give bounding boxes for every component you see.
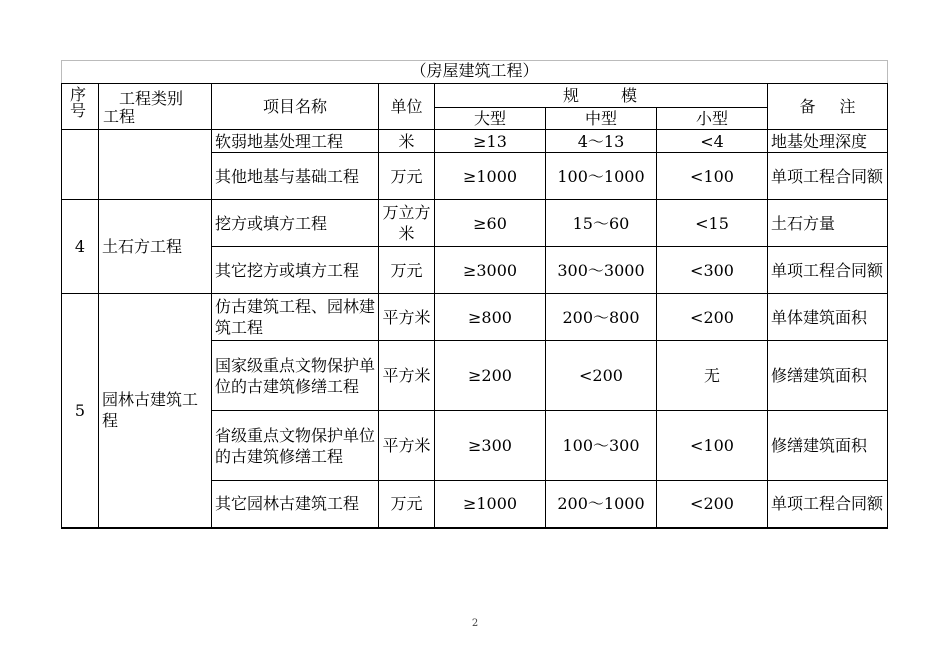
large-cell: ≥200 — [435, 341, 546, 411]
project-cell: 其它挖方或填方工程 — [212, 247, 379, 294]
medium-cell: 4～13 — [546, 130, 657, 153]
medium-cell: 100～300 — [546, 411, 657, 481]
small-cell: <100 — [657, 411, 768, 481]
seq-cell — [62, 130, 99, 200]
note-cell: 单项工程合同额 — [768, 153, 888, 200]
large-header: 大型 — [435, 108, 546, 130]
unit-header: 单位 — [379, 84, 435, 130]
project-cell: 挖方或填方工程 — [212, 200, 379, 247]
note-cell: 土石方量 — [768, 200, 888, 247]
medium-cell: 100～1000 — [546, 153, 657, 200]
project-cell: 省级重点文物保护单位的古建筑修缮工程 — [212, 411, 379, 481]
note-cell: 单项工程合同额 — [768, 481, 888, 528]
project-header: 项目名称 — [212, 84, 379, 130]
large-cell: ≥1000 — [435, 481, 546, 528]
page-number: 2 — [471, 618, 479, 629]
unit-cell: 万元 — [379, 481, 435, 528]
small-cell: <15 — [657, 200, 768, 247]
table-row — [62, 200, 888, 247]
page-title: （房屋建筑工程） — [61, 60, 888, 83]
small-cell: <100 — [657, 153, 768, 200]
small-cell: <4 — [657, 130, 768, 153]
note-cell: 修缮建筑面积 — [768, 411, 888, 481]
large-cell: ≥800 — [435, 294, 546, 341]
category-cell: 土石方工程 — [99, 200, 212, 294]
large-cell: ≥3000 — [435, 247, 546, 294]
category-cell: 园林古建筑工程 — [99, 294, 212, 528]
project-cell: 其它园林古建筑工程 — [212, 481, 379, 528]
project-cell: 软弱地基处理工程 — [212, 130, 379, 153]
header-row — [62, 84, 888, 108]
seq-cell: 4 — [62, 200, 99, 294]
small-cell: <200 — [657, 294, 768, 341]
unit-cell: 平方米 — [379, 411, 435, 481]
large-cell: ≥1000 — [435, 153, 546, 200]
unit-cell: 平方米 — [379, 294, 435, 341]
small-cell: <300 — [657, 247, 768, 294]
unit-cell: 米 — [379, 130, 435, 153]
medium-cell: 200～1000 — [546, 481, 657, 528]
large-cell: ≥60 — [435, 200, 546, 247]
medium-header: 中型 — [546, 108, 657, 130]
category-cell — [99, 130, 212, 200]
medium-cell: 300～3000 — [546, 247, 657, 294]
small-cell: 无 — [657, 341, 768, 411]
scale-header: 规 模 — [435, 84, 768, 108]
large-cell: ≥300 — [435, 411, 546, 481]
note-header: 备 注 — [768, 84, 888, 130]
note-cell: 修缮建筑面积 — [768, 341, 888, 411]
category-header: 工程类别 工程 — [99, 84, 212, 130]
medium-cell: 200～800 — [546, 294, 657, 341]
unit-cell: 万立方米 — [379, 200, 435, 247]
seq-cell: 5 — [62, 294, 99, 528]
unit-cell: 万元 — [379, 153, 435, 200]
large-cell: ≥13 — [435, 130, 546, 153]
unit-cell: 万元 — [379, 247, 435, 294]
note-cell: 单体建筑面积 — [768, 294, 888, 341]
note-cell: 地基处理深度 — [768, 130, 888, 153]
note-cell: 单项工程合同额 — [768, 247, 888, 294]
medium-cell: 15～60 — [546, 200, 657, 247]
small-header: 小型 — [657, 108, 768, 130]
medium-cell: <200 — [546, 341, 657, 411]
small-cell: <200 — [657, 481, 768, 528]
unit-cell: 平方米 — [379, 341, 435, 411]
project-cell: 国家级重点文物保护单位的古建筑修缮工程 — [212, 341, 379, 411]
seq-header: 序 号 — [62, 84, 99, 130]
project-cell: 其他地基与基础工程 — [212, 153, 379, 200]
table-row — [62, 130, 888, 153]
engineering-scale-table — [61, 83, 888, 529]
table-row — [62, 294, 888, 341]
project-cell: 仿古建筑工程、园林建筑工程 — [212, 294, 379, 341]
